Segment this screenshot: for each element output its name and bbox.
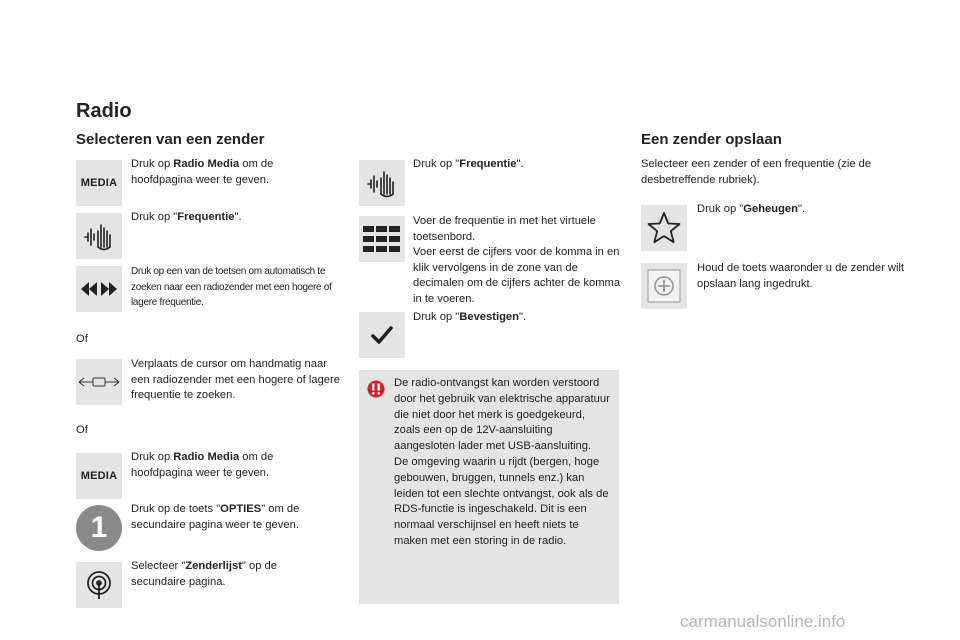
step-frequency: Druk op "Frequentie". [131, 211, 242, 223]
step-frequency-middle: Druk op "Frequentie". [413, 158, 524, 170]
footer-watermark: carmanualsonline.info [680, 612, 846, 631]
seek-arrows-icon [79, 279, 119, 299]
media-button-tile [76, 160, 122, 206]
cursor-tile [76, 359, 122, 405]
step-manual-cursor: Verplaats de cursor om handmatig naar een radiozender met een hogere of lagere frequentie te zoeken. [131, 358, 340, 401]
add-preset-icon [646, 268, 682, 304]
step-options: Druk op de toets "OPTIES" om de secundaire pagina weer te geven. [131, 503, 300, 531]
section-heading-select-station: Selecteren van een zender [76, 131, 265, 148]
section-heading-save-station: Een zender opslaan [641, 131, 782, 148]
step-station-list: Selecteer "Zenderlijst" op de secundaire pagina. [131, 560, 277, 588]
or-separator: Of [76, 424, 88, 436]
step-seek-automatic: Druk op een van de toetsen om automatisch te zoeken naar een radiozender met een hogere of lagere frequentie. [131, 266, 332, 308]
preset-tile [641, 263, 687, 309]
checkmark-icon [370, 323, 394, 347]
frequency-hand-icon [82, 219, 116, 253]
warning-box [359, 370, 619, 604]
warning-exclamation-icon [367, 380, 385, 398]
star-icon [646, 210, 682, 246]
step-long-press: Houd de toets waaronder u de zender wilt opslaan lang ingedrukt. [697, 262, 905, 290]
frequency-tile [359, 160, 405, 206]
keypad-grid-icon [362, 224, 402, 254]
step-number-badge: 1 [76, 505, 122, 551]
step-virtual-keyboard: Voer de frequentie in met het virtuele toetsenbord. Voer eerst de cijfers voor de komma in en klik vervolgens in de zone van de decimalen om de cijfers achter de komma in te voeren. [413, 215, 621, 305]
media-label: MEDIA [80, 470, 118, 482]
warning-text: De radio-ontvangst kan worden verstoord door het gebruik van elektrische apparatuur die niet door het merk is goedgekeurd, zoals een op de 12V-aansluiting aangesloten lader met USB-aansluiting. De omgeving waarin u rijdt (bergen, hoge gebouwen, bruggen, tunnels enz.) kan leiden tot een slechte ontvangst, ook als de RDS-functie is ingeschakeld. Dit is een normaal verschijnsel en heeft niets te maken met een storing in de radio. [394, 377, 610, 547]
step-radio-media-2: Druk op Radio Media om de hoofdpagina weer te geven. [131, 451, 274, 479]
page-title: Radio [76, 100, 132, 122]
frequency-tile [76, 213, 122, 259]
radio-signal-icon [84, 570, 114, 600]
media-button-tile [76, 453, 122, 499]
media-label: MEDIA [80, 177, 118, 189]
step-confirm: Druk op "Bevestigen". [413, 311, 527, 323]
seek-buttons-tile [76, 266, 122, 312]
or-separator: Of [76, 333, 88, 345]
keypad-tile [359, 216, 405, 262]
frequency-hand-icon [365, 166, 399, 200]
confirm-tile [359, 312, 405, 358]
station-list-tile [76, 562, 122, 608]
step-radio-media: Druk op Radio Media om de hoofdpagina weer te geven. [131, 158, 274, 186]
cursor-slider-icon [78, 375, 120, 389]
save-intro: Selecteer een zender of een frequentie (zie de desbetreffende rubriek). [641, 158, 872, 186]
step-memory: Druk op "Geheugen". [697, 203, 806, 215]
memory-tile [641, 205, 687, 251]
